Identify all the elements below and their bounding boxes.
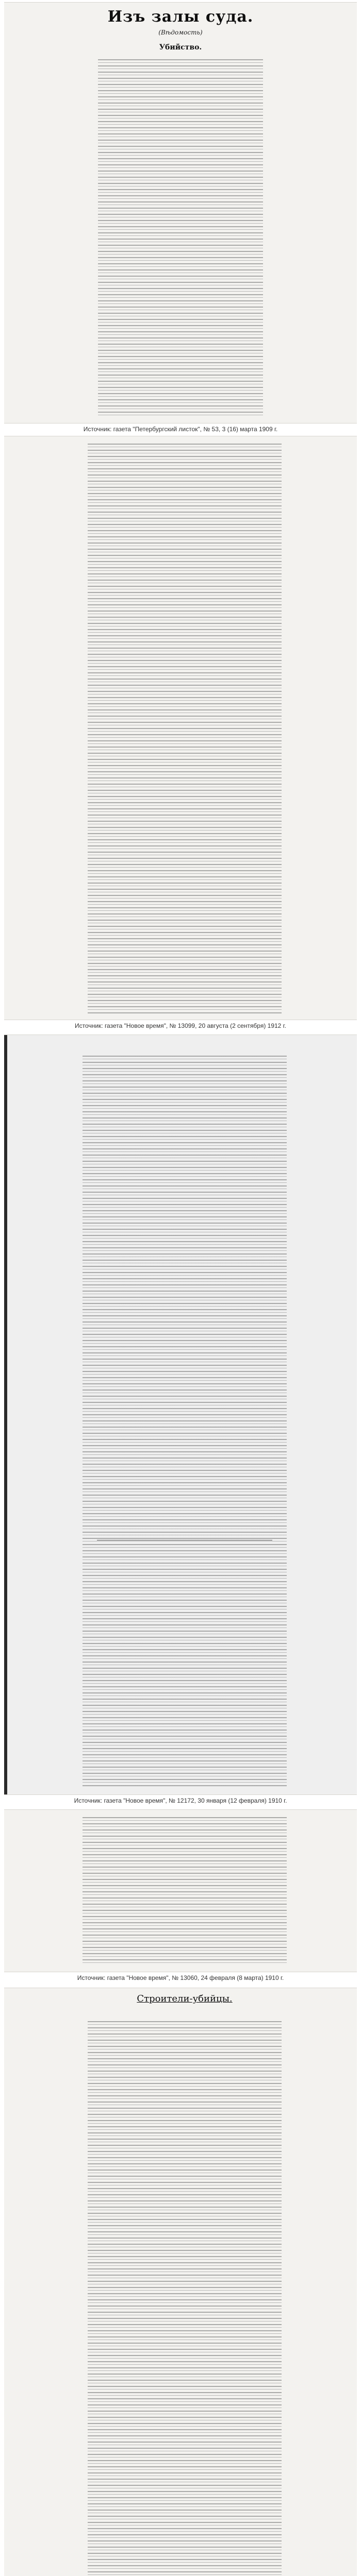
clipping-4-column	[76, 1810, 293, 1972]
clipping-4	[4, 1809, 357, 1972]
clipping-5	[4, 1988, 357, 2576]
clipping-1-section: Убийство.	[159, 43, 202, 52]
clipping-1-byline: (Вѣдомость)	[158, 29, 203, 36]
clipping-3-frame	[4, 1035, 357, 1794]
clipping-1-column	[92, 3, 269, 423]
clipping-4-text-lines	[83, 1817, 287, 1964]
clipping-5-text-lines	[88, 2021, 282, 2576]
clipping-1-text-lines	[98, 59, 263, 417]
clipping-5-column	[81, 1988, 288, 2576]
clipping-2-source: Источник: газета "Новое время", № 13099, 20 августа (2 сентября) 1912 г.	[75, 1022, 286, 1029]
clipping-2-text-lines	[88, 444, 282, 1013]
clipping-4-source: Источник: газета "Новое время", № 13060, 24 февраля (8 марта) 1910 г.	[77, 1974, 284, 1981]
clipping-3	[4, 1035, 357, 1795]
clipping-5-title: Строители-убийцы.	[137, 1993, 233, 2004]
clipping-1-title: Изъ залы суда.	[107, 8, 254, 26]
clipping-3-source: Источник: газета "Новое время", № 12172, 30 января (12 февраля) 1910 г.	[74, 1797, 287, 1804]
clipping-2	[4, 436, 357, 1020]
clipping-1	[4, 2, 357, 423]
clipping-2-column	[81, 436, 288, 1020]
clipping-1-source: Источник: газета "Петербургский листок", № 53, 3 (16) марта 1909 г.	[83, 426, 278, 433]
